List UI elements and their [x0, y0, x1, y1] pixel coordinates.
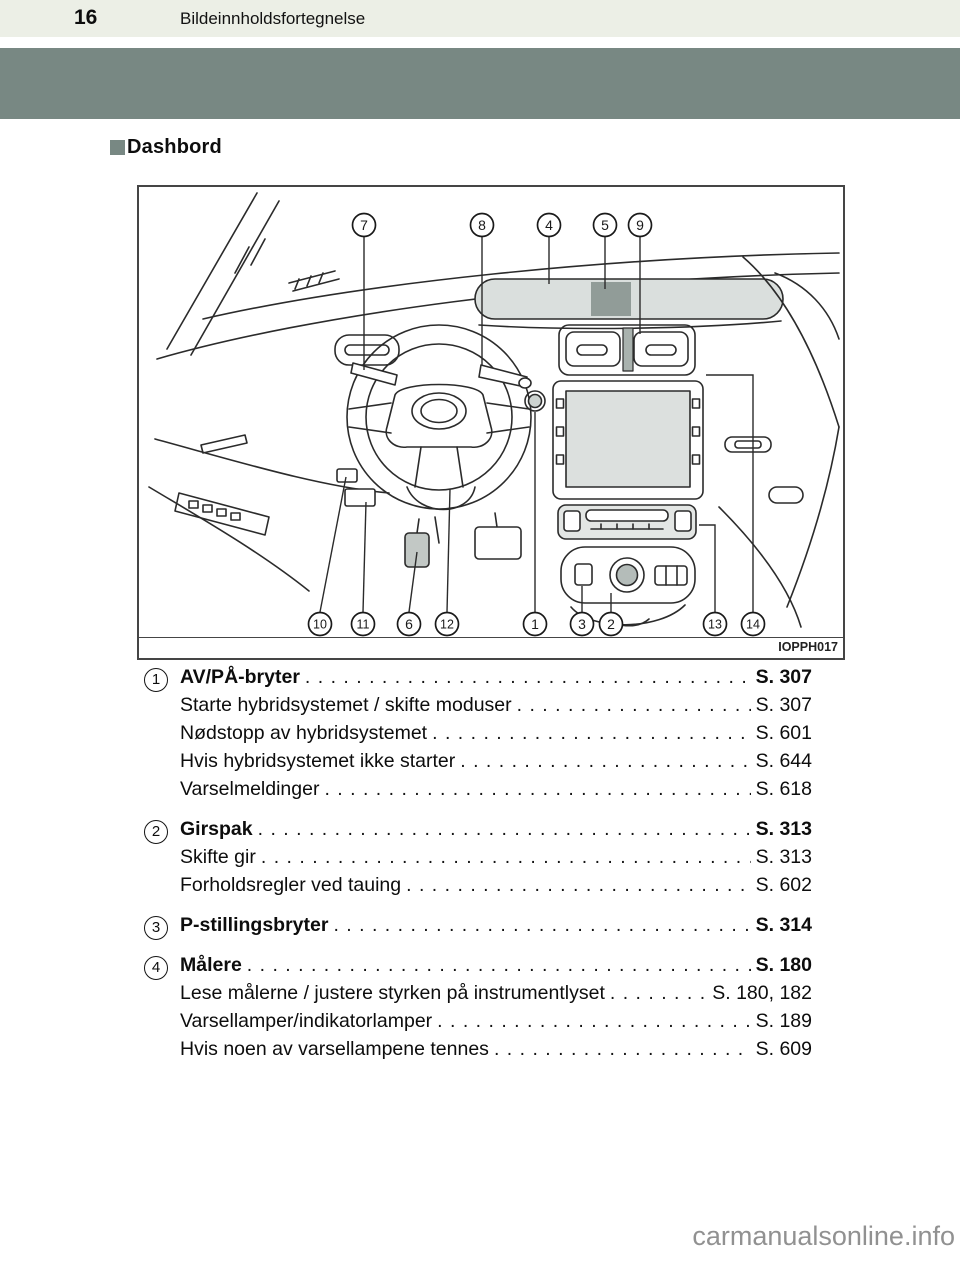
toc-item: [144, 666, 812, 806]
dot-leader: [324, 778, 750, 801]
toc-item: [144, 818, 812, 902]
toc-main-row: [144, 914, 812, 942]
toc-sub-row: [144, 874, 812, 902]
toc-sub-row: [144, 846, 812, 874]
dot-leader: [406, 874, 750, 897]
page-reference: S. 618: [755, 778, 812, 800]
callout-badge: [398, 613, 421, 636]
dot-leader: [437, 1010, 750, 1033]
toc-main-row: [144, 954, 812, 982]
toc-sub-label: Forholdsregler ved tauing: [180, 874, 402, 896]
toc-item-title: Målere: [180, 954, 242, 976]
toc-item-title: P-stillingsbryter: [180, 914, 329, 936]
callout-badge: [353, 214, 376, 237]
page-reference: S. 314: [755, 914, 812, 936]
toc-sub-label: Starte hybridsystemet / skifte moduser: [180, 694, 512, 716]
callout-badge: [524, 613, 547, 636]
toc-sub-label: Lese målerne / justere styrken på instrumentlyset: [180, 982, 605, 1004]
toc-sub-row: [144, 778, 812, 806]
dot-leader: [517, 694, 751, 717]
svg-text:7: 7: [360, 217, 368, 234]
page-reference: S. 313: [755, 818, 812, 840]
dashboard-figure: [137, 185, 845, 660]
callout-badge: [629, 214, 652, 237]
toc-sub-label: Nødstopp av hybridsystemet: [180, 722, 428, 744]
page-header-title: Bildeinnholdsfortegnelse: [180, 9, 366, 28]
dot-leader: [494, 1038, 751, 1061]
page-reference: S. 644: [755, 750, 812, 772]
svg-text:4: 4: [545, 217, 553, 234]
callout-badge: [571, 613, 594, 636]
toc-item-title: Girspak: [180, 818, 253, 840]
toc-sub-row: [144, 982, 812, 1010]
svg-text:13: 13: [708, 617, 722, 632]
section-heading: [110, 136, 222, 159]
figure-code: IOPPH017: [778, 640, 838, 654]
dot-leader: [432, 722, 751, 745]
svg-text:11: 11: [356, 617, 370, 632]
svg-text:5: 5: [601, 217, 609, 234]
toc-sub-label: Hvis noen av varsellampene tennes: [180, 1038, 489, 1060]
svg-text:3: 3: [578, 616, 586, 633]
toc-sub-label: Hvis hybridsystemet ikke starter: [180, 750, 456, 772]
dot-leader: [247, 954, 751, 977]
toc-sub-row: [144, 1038, 812, 1066]
svg-text:14: 14: [746, 617, 760, 632]
svg-text:12: 12: [440, 617, 454, 632]
callout-badge: [742, 613, 765, 636]
toc-item: [144, 954, 812, 1066]
toc-main-row: [144, 666, 812, 694]
svg-text:8: 8: [478, 217, 486, 234]
page-reference: S. 307: [755, 694, 812, 716]
toc-sub-row: [144, 1010, 812, 1038]
callout-badges: [309, 214, 765, 636]
toc-sub-row: [144, 694, 812, 722]
figure-label-strip: [139, 637, 843, 658]
section-title: Dashbord: [127, 136, 222, 158]
page-reference: S. 609: [755, 1038, 812, 1060]
toc-item-title: AV/PÅ-bryter: [180, 666, 300, 688]
toc-sub-label: Varselmeldinger: [180, 778, 320, 800]
dot-leader: [610, 982, 707, 1005]
page-reference: S. 313: [755, 846, 812, 868]
svg-text:6: 6: [405, 616, 413, 633]
page-reference: S. 601: [755, 722, 812, 744]
dot-leader: [261, 846, 751, 869]
dot-leader: [333, 914, 750, 937]
dot-leader: [460, 750, 750, 773]
page-number: 16: [74, 6, 98, 29]
svg-text:9: 9: [636, 217, 644, 234]
page-reference: S. 180, 182: [712, 982, 812, 1004]
callout-badge: [704, 613, 727, 636]
callout-number-badge: 1: [144, 668, 168, 692]
svg-text:10: 10: [313, 617, 327, 632]
callout-badge: [309, 613, 332, 636]
svg-text:2: 2: [607, 616, 615, 633]
callout-number-badge: 3: [144, 916, 168, 940]
toc-sub-row: [144, 750, 812, 778]
svg-text:1: 1: [531, 616, 539, 633]
toc-main-row: [144, 818, 812, 846]
callout-badge: [538, 214, 561, 237]
toc-sub-row: [144, 722, 812, 750]
page-reference: S. 307: [755, 666, 812, 688]
dot-leader: [305, 666, 751, 689]
toc-sub-label: Skifte gir: [180, 846, 256, 868]
toc-item: [144, 914, 812, 942]
page-reference: S. 189: [755, 1010, 812, 1032]
page-header-band: [0, 0, 960, 37]
toc-sub-label: Varsellamper/indikatorlamper: [180, 1010, 433, 1032]
callout-number-badge: 4: [144, 956, 168, 980]
page-reference: S. 602: [755, 874, 812, 896]
square-bullet-icon: [110, 140, 125, 155]
watermark-text: carmanualsonline.info: [692, 1221, 955, 1251]
callout-number-badge: 2: [144, 820, 168, 844]
toc: [144, 666, 812, 1066]
callout-badge: [352, 613, 375, 636]
page-reference: S. 180: [755, 954, 812, 976]
dot-leader: [258, 818, 751, 841]
callout-badge: [600, 613, 623, 636]
dashboard-line-drawing: [139, 187, 843, 639]
chapter-color-band: [0, 48, 960, 119]
callout-badge: [436, 613, 459, 636]
callout-badge: [471, 214, 494, 237]
callout-badge: [594, 214, 617, 237]
